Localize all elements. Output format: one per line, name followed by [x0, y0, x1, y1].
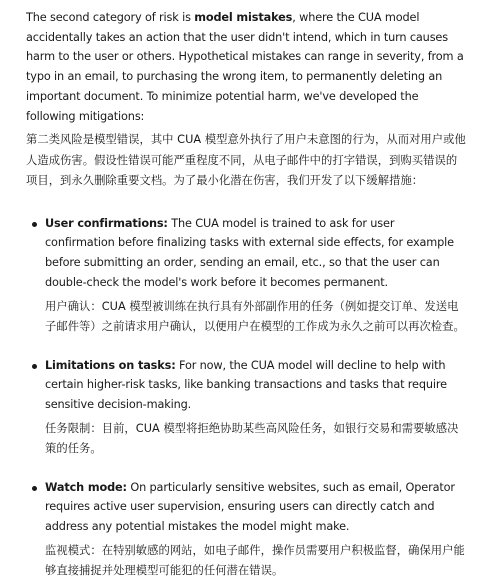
- bullet-icon: [32, 486, 37, 491]
- mitigation-title: Limitations on tasks:: [45, 358, 176, 372]
- intro-paragraph-zh: 第二类风险是模型错误，其中 CUA 模型意外执行了用户未意图的行为，从而对用户或他人造成伤害。假设性错误可能严重程度不同，从电子邮件中的打字错误，到购买错误的项目，到永久删除重要文档。为了最小化潜在伤害，我们开发了以下缓解措施：: [26, 133, 466, 188]
- mitigation-body: For now, the CUA model will decline to help with certain higher-risk tasks, like banking transactions and tasks that require sensitive decision-making.: [45, 358, 447, 411]
- bullet-icon: [32, 364, 37, 369]
- bullet-icon: [32, 222, 37, 227]
- list-item-user-confirmations: [26, 214, 467, 338]
- mitigation-list: [26, 214, 467, 582]
- mitigation-body: The CUA model is trained to ask for user confirmation before finalizing tasks with external side effects, for example before submitting an order, sending an email, etc., so that the user can double-check the model's work before it becomes permanent.: [45, 216, 454, 289]
- mitigation-text-en: [45, 356, 467, 415]
- mitigation-text-en: [45, 214, 467, 293]
- mitigation-text-zh: 监视模式：在特别敏感的网站，如电子邮件，操作员需要用户积极监督，确保用户能够直接捕捉并处理模型可能犯的任何潜在错误。: [45, 543, 465, 578]
- intro-text-end: , where the CUA model accidentally takes an action that the user didn't intend, which in turn causes harm to the user or others. Hypothetical mistakes can range in severity, from a typo in an email, to purchasing the wrong item, to permanently deleting an important document. To minimize potential harm, we've developed the following mitigations:: [26, 11, 464, 123]
- intro-bold-term: model mistakes: [194, 11, 293, 24]
- mitigation-title: Watch mode:: [45, 480, 127, 494]
- mitigation-text-zh: 任务限制：目前，CUA 模型将拒绝协助某些高风险任务，如银行交易和需要敏感决策的任务。: [45, 421, 459, 456]
- intro-text-start: The second category of risk is: [26, 11, 195, 24]
- mitigation-title: User confirmations:: [45, 216, 168, 230]
- intro-paragraph-en: [26, 8, 467, 126]
- mitigation-body: On particularly sensitive websites, such as email, Operator requires active user supervision, ensuring users can directly catch and address any potential mistakes the model might make.: [45, 480, 455, 534]
- list-item-watch-mode: [26, 478, 467, 582]
- mitigation-text-en: [45, 478, 467, 537]
- mitigation-text-zh: 用户确认：CUA 模型被训练在执行具有外部副作用的任务（例如提交订单、发送电子邮件等）之前请求用户确认，以便用户在模型的工作成为永久之前可以再次检查。: [45, 299, 465, 334]
- list-item-limitations-on-tasks: [26, 356, 467, 460]
